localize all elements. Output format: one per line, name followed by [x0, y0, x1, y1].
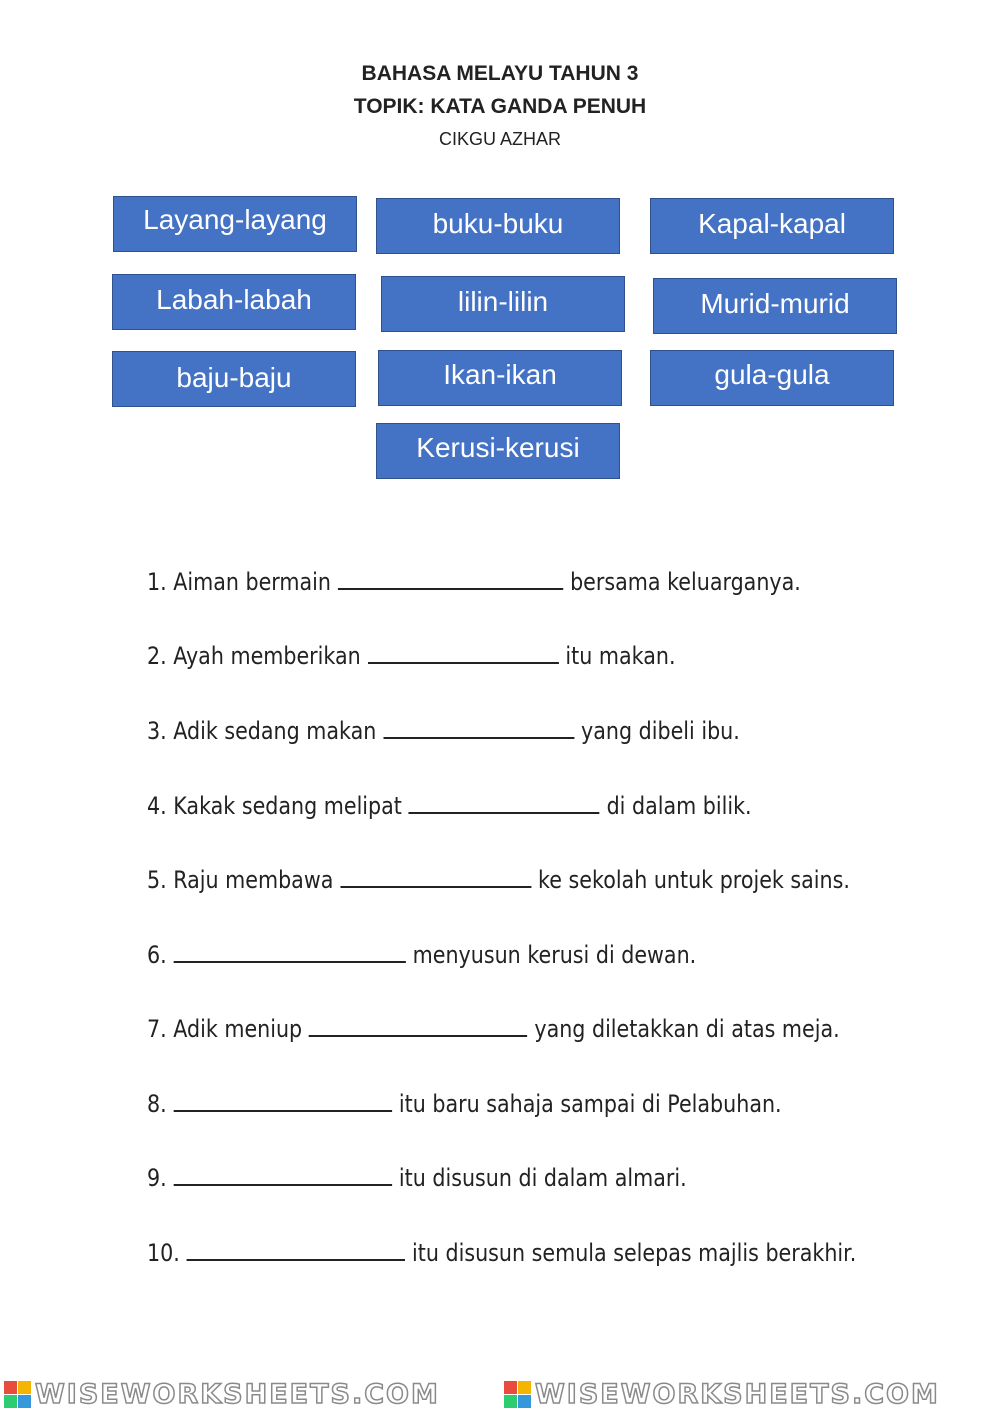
question-text-after: ke sekolah untuk projek sains.	[538, 866, 850, 894]
watermark	[4, 1378, 440, 1410]
word-chip[interactable]: Murid-murid	[653, 278, 897, 334]
question-text-before: 1. Aiman bermain	[147, 568, 331, 596]
answer-blank[interactable]	[174, 1184, 392, 1186]
watermark-logo-icon	[504, 1381, 531, 1408]
question-text-before: 4. Kakak sedang melipat	[147, 792, 402, 820]
question-text-after: itu disusun di dalam almari.	[398, 1164, 687, 1192]
answer-blank[interactable]	[409, 812, 600, 814]
question-9	[147, 1152, 687, 1192]
word-chip[interactable]: gula-gula	[650, 350, 894, 406]
question-text-before: 7. Adik meniup	[147, 1015, 303, 1043]
question-text-before: 2. Ayah memberikan	[147, 642, 361, 670]
answer-blank[interactable]	[174, 961, 406, 963]
question-text-before: 3. Adik sedang makan	[147, 717, 377, 745]
watermark-text: WISEWORKSHEETS.COM	[35, 1378, 440, 1410]
word-chip[interactable]: lilin-lilin	[381, 276, 625, 332]
question-4	[147, 780, 752, 820]
question-5	[147, 854, 850, 894]
watermark-text: WISEWORKSHEETS.COM	[535, 1378, 940, 1410]
word-chip[interactable]: Labah-labah	[112, 274, 356, 330]
question-8	[147, 1078, 782, 1118]
question-text-after: menyusun kerusi di dewan.	[412, 941, 697, 969]
answer-blank[interactable]	[383, 737, 574, 739]
question-10	[147, 1227, 856, 1267]
word-chip[interactable]: Kapal-kapal	[650, 198, 894, 254]
question-text-before: 10.	[147, 1239, 180, 1267]
worksheet-title: BAHASA MELAYU TAHUN 3	[361, 62, 639, 85]
word-chip[interactable]: Layang-layang	[113, 196, 357, 252]
question-text-after: itu makan.	[565, 642, 676, 670]
question-text-before: 6.	[147, 941, 167, 969]
question-text-before: 8.	[147, 1090, 167, 1118]
question-text-after: yang dibeli ibu.	[581, 717, 740, 745]
question-6	[147, 929, 696, 969]
question-2	[147, 630, 676, 670]
watermark	[504, 1378, 940, 1410]
worksheet-teacher: CIKGU AZHAR	[438, 129, 562, 149]
word-chip[interactable]: baju-baju	[112, 351, 356, 407]
watermark-logo-icon	[4, 1381, 31, 1408]
question-text-before: 9.	[147, 1164, 167, 1192]
word-chip[interactable]: buku-buku	[376, 198, 620, 254]
answer-blank[interactable]	[338, 588, 563, 590]
worksheet-topic: TOPIK: KATA GANDA PENUH	[353, 95, 647, 118]
question-text-after: bersama keluarganya.	[570, 568, 801, 596]
word-chip[interactable]: Kerusi-kerusi	[376, 423, 620, 479]
answer-blank[interactable]	[340, 886, 531, 888]
question-7	[147, 1003, 840, 1043]
answer-blank[interactable]	[174, 1110, 392, 1112]
word-chip[interactable]: Ikan-ikan	[378, 350, 622, 406]
answer-blank[interactable]	[187, 1259, 405, 1261]
question-1	[147, 556, 801, 596]
question-3	[147, 705, 740, 745]
question-text-after: itu baru sahaja sampai di Pelabuhan.	[398, 1090, 782, 1118]
question-text-after: itu disusun semula selepas majlis berakhir.	[412, 1239, 857, 1267]
answer-blank[interactable]	[368, 662, 559, 664]
answer-blank[interactable]	[309, 1035, 527, 1037]
question-text-after: di dalam bilik.	[606, 792, 752, 820]
question-text-before: 5. Raju membawa	[147, 866, 334, 894]
question-text-after: yang diletakkan di atas meja.	[534, 1015, 840, 1043]
